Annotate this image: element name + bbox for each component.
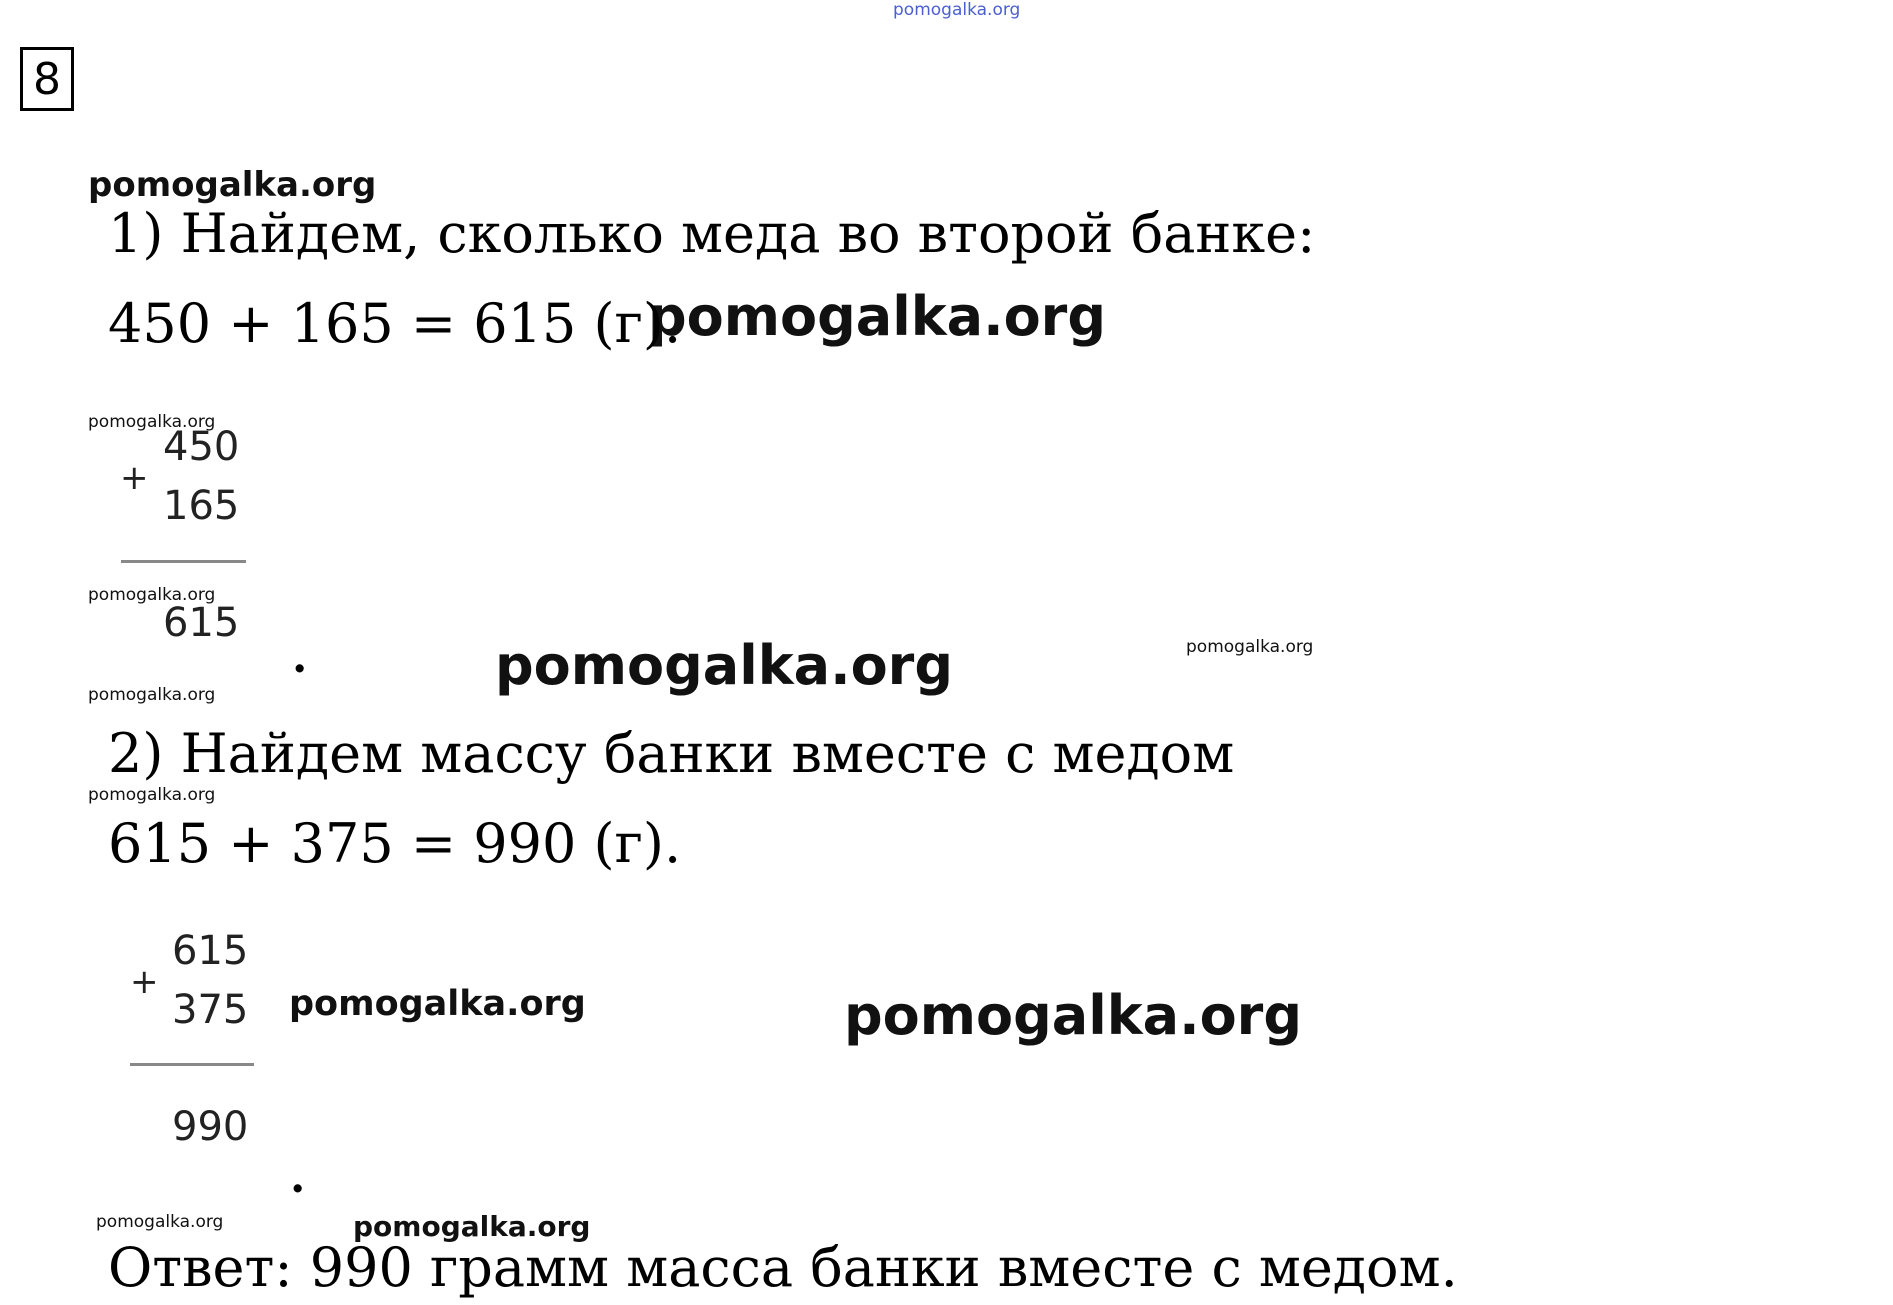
column2-result: 990 (172, 1104, 249, 1150)
column2-sum-line (130, 1063, 254, 1066)
watermark-top: pomogalka.org (893, 0, 1021, 20)
watermark: pomogalka.org (88, 412, 216, 432)
column2-addend-b: 375 (172, 987, 249, 1033)
answer-text: Ответ: 990 грамм масса банки вместе с медом. (108, 1236, 1458, 1299)
watermark: pomogalka.org (289, 984, 586, 1024)
step2-equation: 615 + 375 = 990 (г). (108, 812, 682, 875)
column2-addend-a: 615 (172, 928, 249, 974)
watermark: pomogalka.org (353, 1210, 591, 1243)
watermark: pomogalka.org (88, 585, 216, 605)
watermark: pomogalka.org (648, 285, 1106, 348)
column1-plus: + (120, 458, 149, 498)
watermark: pomogalka.org (88, 165, 377, 205)
step2-text: 2) Найдем массу банки вместе с медом (108, 722, 1235, 785)
watermark: pomogalka.org (96, 1212, 224, 1232)
step1-equation: 450 + 165 = 615 (г). (108, 292, 682, 355)
column1-addend-b: 165 (163, 483, 240, 529)
column2-plus: + (130, 962, 159, 1002)
step1-text: 1) Найдем, сколько меда во второй банке: (108, 202, 1316, 265)
column1-addend-a: 450 (163, 424, 240, 470)
watermark: pomogalka.org (844, 984, 1302, 1047)
column1-result: 615 (163, 600, 240, 646)
column2-dot: . (290, 1152, 306, 1203)
column1-dot: . (292, 632, 308, 683)
task-number-box (20, 47, 74, 111)
task-number: 8 (33, 53, 61, 105)
watermark: pomogalka.org (1186, 637, 1314, 657)
column1-sum-line (121, 560, 246, 563)
watermark: pomogalka.org (88, 785, 216, 805)
watermark: pomogalka.org (88, 685, 216, 705)
watermark: pomogalka.org (495, 634, 953, 697)
